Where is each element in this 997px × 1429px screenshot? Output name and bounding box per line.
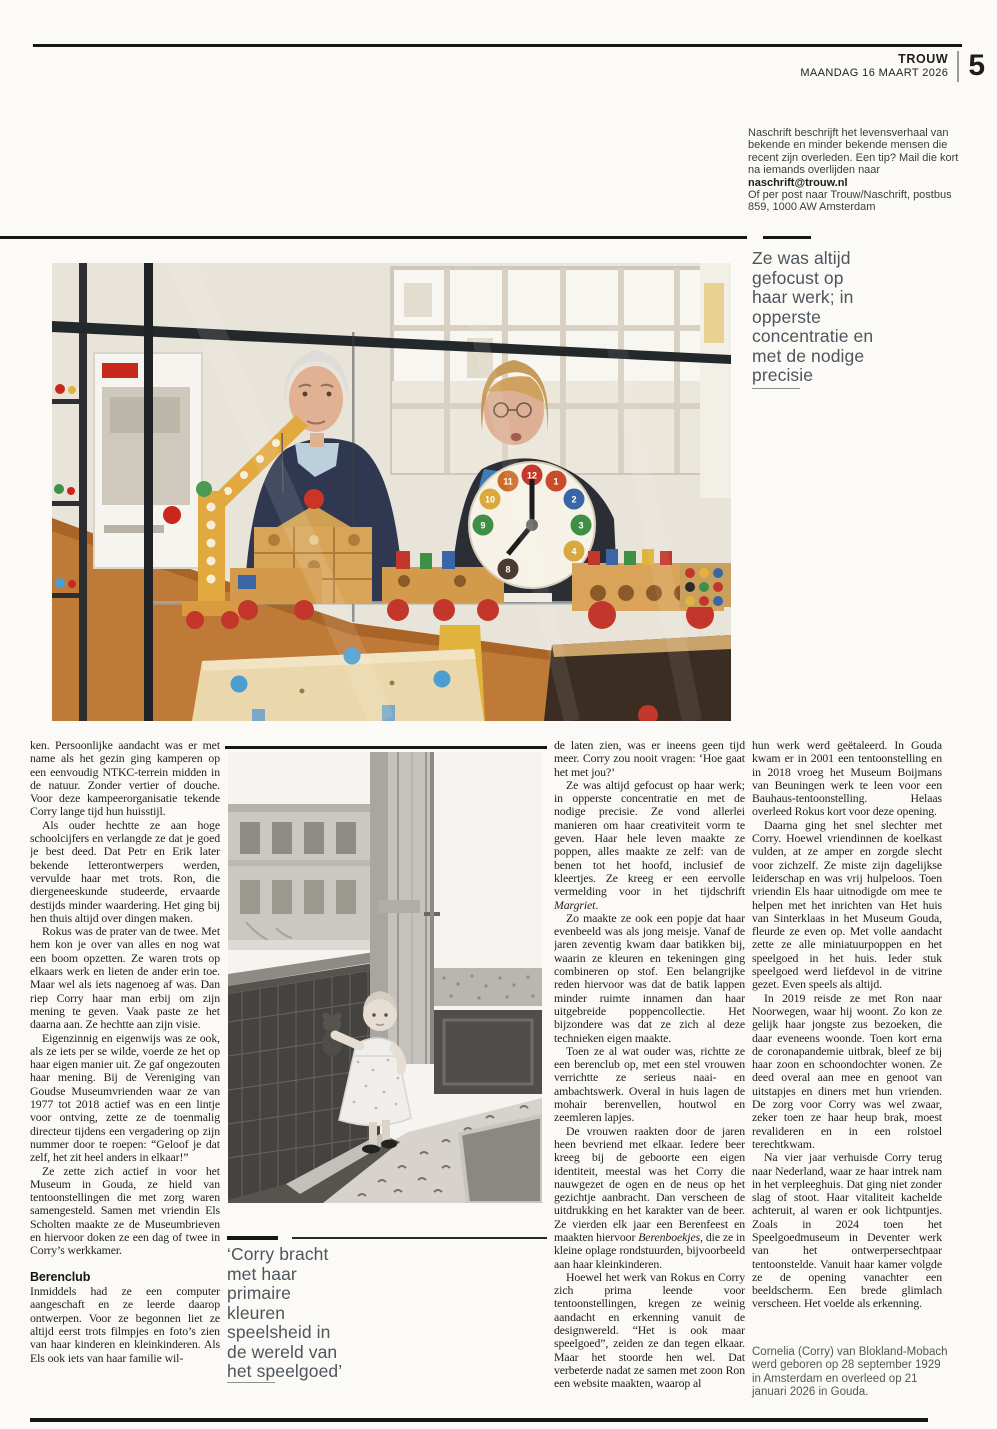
main-photo-illustration <box>52 263 731 721</box>
body-paragraph: De vrouwen raakten door de jaren heen bevriend met elkaar. Iedere beer kreeg bij de geboorte een eigen identiteit, meestal was het Corry die nauwgezet de ogen en de neus op het gezichtje aanbracht. Dan verscheen de uitdrukking en het karakter van de beer. Ze vierden elk jaar een Berenfeest en maakten hiervoor Berenboekjes, die ze in kleine oplage rondstuurden, bijvoorbeeld aan haar kleinkinderen. <box>554 1123 745 1271</box>
obituary-credit: Cornelia (Corry) van Blokland-Mobach werd geboren op 28 september 1929 in Amsterdam en overleed op 21 januari 2026 in Gouda. <box>752 1346 948 1399</box>
clock-number: 9 <box>480 520 486 531</box>
quote-line-mid <box>292 1237 547 1239</box>
body-paragraph: Ze zette zich actief in voor het Museum in Gouda, ze hield van tentoonstellingen die met zorg waren samengesteld. Samen met vriendin Els Scholten maakte ze de Museumbrieven en hiervoor doken ze een dag of twee in Corry’s werkkamer. <box>30 1163 220 1258</box>
pull-quote-right: Ze was altijd gefocust op haar werk; in opperste concentratie en met de nodige precisie <box>752 248 874 385</box>
clock-number: 10 <box>484 494 496 505</box>
body-paragraph: Na vier jaar verhuisde Corry terug naar Nederland, waar ze haar intrek nam in het verpleeghuis. Dat ging niet zonder slag of stoot. Haar vitaliteit kachelde achteruit, al waren er ook lichtpuntjes. Zoals in 2024 toen het Speelgoedmuseum in Deventer werk van het ontwerpersechtpaar tentoonstelde. Vanuit haar kamer volgde ze de opening vanachter een beeldscherm. Een brede glimlach verscheen. Het voelde als erkenning. <box>752 1150 942 1311</box>
body-paragraph: In 2019 reisde ze met Ron naar Noorwegen, waar hij woont. Zo kon ze gelijk haar jongste zus bezoeken, die daar eveneens woonde. Toen kort erna de coronapandemie uitbrak, bleef ze bij haar zoon en schoondochter wonen. Ze deed overal aan mee en genoot van uitstapjes en diners met hun vrienden. De zorg voor Corry was wel zwaar, zeker toen ze haar heup brak, moest revalideren en in een rolstoel terechtkwam. <box>752 990 942 1151</box>
clock-number: 12 <box>526 470 538 481</box>
clock-number: 4 <box>571 546 577 557</box>
clock-number: 11 <box>503 476 513 487</box>
balcony-photo-illustration <box>228 752 542 1203</box>
masthead-divider <box>957 51 959 82</box>
window <box>392 268 722 473</box>
balcony-photo <box>228 752 542 1203</box>
top-rule <box>33 44 962 47</box>
quote-endrule-right <box>752 388 800 389</box>
clock-number: 2 <box>571 494 577 505</box>
small-photo-rule <box>225 746 547 749</box>
body-paragraph: Inmiddels had ze een computer aangeschaft en ze leerde daarop ontwerpen. Voor ze begonnen liet ze altijd eerst trots filmpjes en foto’s zien van haar kinderen en kleinkinderen. Als Els ook iets van haar familie wil- <box>30 1284 220 1365</box>
body-paragraph: Toen ze al wat ouder was, richtte ze een berenclub op, met een stel vrouwen verrichtte ze serieus naai- en ambachtswerk. Overal in huis lagen de mohair berenvellen, houtwol en zeemleren lapjes. <box>554 1043 745 1125</box>
masthead-text <box>800 50 948 80</box>
article-column-4 <box>752 739 942 1339</box>
body-paragraph: Ze was altijd gefocust op haar werk; in opperste concentratie en met de nodige precisie. Ze vond allerlei manieren om haar creativiteit vorm te geven. Haar hele leven maakte ze poppen, alles maakte ze zelf: van de benen tot het hoofd, inclusief de kleertjes. Ze kreeg er een eervolle vermelding voor in het tijdschrift Margriet. <box>554 777 745 912</box>
body-paragraph: Eigenzinnig en eigenwijs was ze ook, als ze iets per se wilde, voerde ze het op haar eigen manier uit. Ze gaf ongezouten haar mening. Bij de Vereniging van Goudse Museumvrienden waar ze van 1977 tot 2018 actief was en een lintje voor ontving, zette ze de toenmalig directeur tijdens een vergadering op zijn nummer door te roepen: “Geloof je dat zelf, het zit heel anders in elkaar!” <box>30 1030 220 1165</box>
quote-dash-right <box>763 236 811 239</box>
body-paragraph: Zo maakte ze ook een popje dat haar evenbeeld was als jong meisje. Vanaf de jaren zeventig kwam daar batikken bij, waarin ze kleuren en tekeningen ging combineren op stof. Een belangrijke reden hiervoor was dat de batik lappen minder ruimte innamen dan haar uitgebreide poppencollectie. Het bijzondere was dat ze zich al deze technieken eigen maakte. <box>554 910 745 1045</box>
masthead <box>620 50 985 82</box>
clock-number: 8 <box>505 564 511 575</box>
toy-pegs <box>680 563 731 607</box>
article-column-1 <box>30 739 220 1411</box>
body-paragraph: Rokus was de prater van de twee. Met hem kon je over van alles en nog wat een boom opzetten. Ze waren trots op elkaars werk en lieten de ander erin toe. Maar wel als iets nagenoeg af was. Dan riep Corry haar man erbij om zijn mening te geven. Vaak paste ze het daarna aan. Ze hechtte aan zijn visie. <box>30 924 220 1032</box>
subheading: Berenclub <box>30 1269 91 1284</box>
building-facade <box>228 804 376 940</box>
bottom-rule <box>30 1418 928 1422</box>
parapet <box>228 940 378 950</box>
naschrift-box: Naschrift beschrijft het levensverhaal van bekende en minder bekende mensen die recent zijn overleden. Een tip? Mail die kort na iemands overlijden naar naschrift@trouw.nl Of per post naar Trouw/Naschrift, postbus 859, 1000 AW Amsterdam <box>748 127 959 214</box>
brand-logo: TROUW <box>898 52 949 66</box>
body-paragraph: ken. Persoonlijke aandacht was er met name als het gezin ging kamperen op een eenvoudig NTKC-terrein midden in de natuur. Zonder vertier of douche. Voor deze kampeerorganisatie tekende Corry lange tijd hun huisstijl. <box>30 739 220 819</box>
body-paragraph: Hoewel het werk van Rokus en Corry zich prima leende voor tentoonstellingen, kregen ze weinig aandacht en erkenning vanuit de designwereld. “Het is ook maar speelgoed”, zeiden ze dan tegen elkaar. Maar het stoorde hen wel. Dat verbeterde nadat ze samen met zoon Ron een website maakten, waarop al <box>554 1269 745 1391</box>
main-photo <box>52 263 731 721</box>
edition-date: MAANDAG 16 MAART 2026 <box>800 67 949 79</box>
body-paragraph: Als ouder hechtte ze aan hoge schoolcijfers en verlangde ze dat je goed je best deed. Dat Petr en Erik later bekende letterontwerpers werden, vervulde haar met trots. Ron, die diergeneeskunde studeerde, ervaarde destijds minder waardering. Het ging bij hen thuis altijd over dingen maken. <box>30 817 220 925</box>
body-paragraph: hun werk werd geëtaleerd. In Gouda kwam er in 2001 een tentoonstelling en in 2018 vroeg het Museum Boijmans van Beuningen werk te leen voor een Bauhaus-tentoonstelling. Helaas overleed Rokus kort voor deze opening. <box>752 739 942 819</box>
wall-panel <box>434 968 542 1094</box>
body-paragraph: Daarna ging het snel slechter met Corry. Hoewel vriendinnen de koelkast vulden, at ze amper en zorgde slecht voor zichzelf. Ze miste zijn dagelijkse leiderschap en was vrij hulpeloos. Toen vriendin Els haar uitnodigde om mee te helpen met het inrichten van Het huis van Sinterklaas in het Museum Gouda, fleurde ze even op. Met volle aandacht zette ze alle miniatuurpoppen en het speelgoed in het huis. Ieder stuk speelgoed werd liefdevol in de vitrine gezet. Even speels als altijd. <box>752 817 942 992</box>
quote-dash-mid <box>227 1236 278 1240</box>
clock-number: 1 <box>553 476 559 487</box>
article-column-3 <box>554 739 745 1411</box>
section-rule <box>0 236 747 239</box>
body-paragraph: de laten zien, was er ineens geen tijd meer. Corry zou nooit vragen: ‘Hoe gaat het met jou?’ <box>554 739 745 779</box>
vitrine-post <box>144 263 153 721</box>
quote-endrule-mid <box>227 1382 275 1383</box>
clock-number: 3 <box>578 520 584 531</box>
pull-quote-middle: ‘Corry bracht met haar primaire kleuren speelsheid in de wereld van het speelgoed’ <box>227 1244 343 1381</box>
page-number: 5 <box>968 49 985 82</box>
